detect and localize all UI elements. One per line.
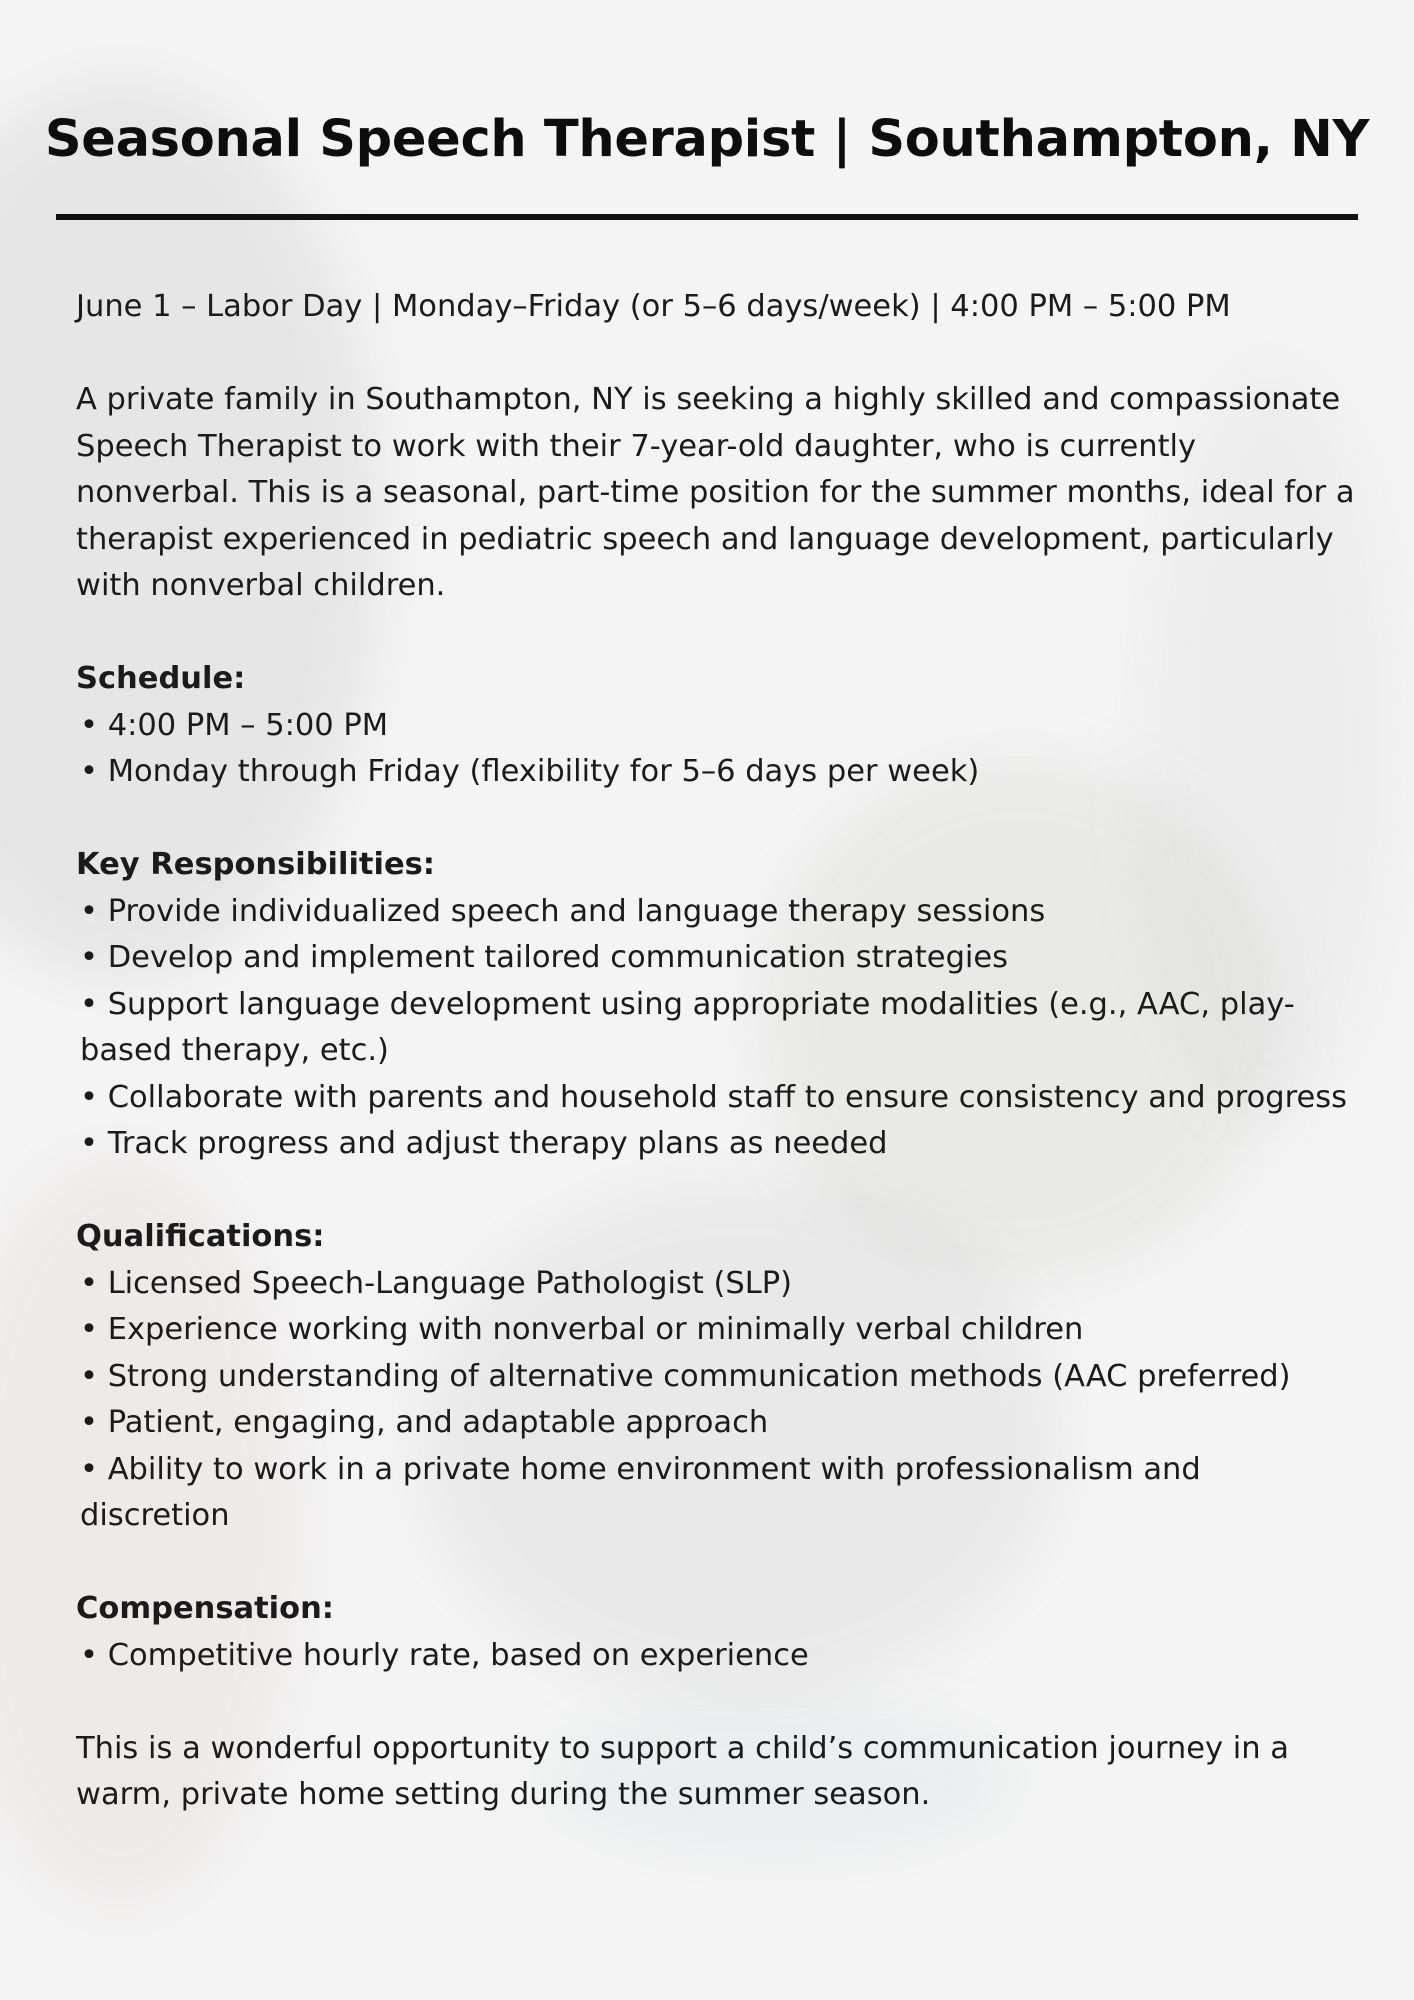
section-compensation	[76, 1586, 1356, 1679]
section-heading: Compensation:	[76, 1591, 334, 1626]
list-item: • Develop and implement tailored communication strategies	[80, 940, 1009, 975]
list-item: • Ability to work in a private home environment with professionalism and discretion	[80, 1451, 1201, 1533]
list-item: • Licensed Speech-Language Pathologist (SLP)	[80, 1265, 793, 1301]
list-item: • Experience working with nonverbal or minimally verbal children	[80, 1312, 1084, 1347]
section-heading: Qualifications:	[76, 1219, 325, 1254]
list-item: • Support language development using appropriate modalities (e.g., AAC, play-based therapy, etc.)	[80, 986, 1295, 1068]
list-item: • Track progress and adjust therapy plans as needed	[80, 1126, 888, 1161]
section-qualifications	[76, 1214, 1356, 1540]
section-responsibilities	[76, 842, 1356, 1168]
section-heading: Schedule:	[76, 661, 246, 696]
posting-body	[76, 284, 1356, 1819]
intro-paragraph: A private family in Southampton, NY is seeking a highly skilled and compassionate Speech Therapist to work with their 7-year-old daughter, who is currently nonverbal. This is a seasonal, part-time position for the summer months, ideal for a therapist experienced in pediatric speech and language development, particularly with nonverbal children.	[76, 382, 1355, 603]
section-heading: Key Responsibilities:	[76, 847, 435, 882]
list-item: • Monday through Friday (flexibility for 5–6 days per week)	[80, 754, 980, 789]
list-item: • Provide individualized speech and language therapy sessions	[80, 893, 1046, 929]
list-item: • Patient, engaging, and adaptable approach	[80, 1405, 769, 1440]
schedule-summary: June 1 – Labor Day | Monday–Friday (or 5–6 days/week) | 4:00 PM – 5:00 PM	[76, 289, 1231, 324]
list-item: • Competitive hourly rate, based on experience	[80, 1637, 809, 1673]
title-divider	[56, 214, 1358, 220]
list-item: • Collaborate with parents and household staff to ensure consistency and progress	[80, 1079, 1348, 1115]
list-item: • 4:00 PM – 5:00 PM	[80, 707, 389, 743]
page-title: Seasonal Speech Therapist | Southampton, NY	[44, 110, 1370, 169]
list-item: • Strong understanding of alternative communication methods (AAC preferred)	[80, 1358, 1291, 1394]
section-schedule	[76, 656, 1356, 796]
closing-paragraph: This is a wonderful opportunity to support a child’s communication journey in a warm, private home setting during the summer season.	[76, 1730, 1289, 1812]
